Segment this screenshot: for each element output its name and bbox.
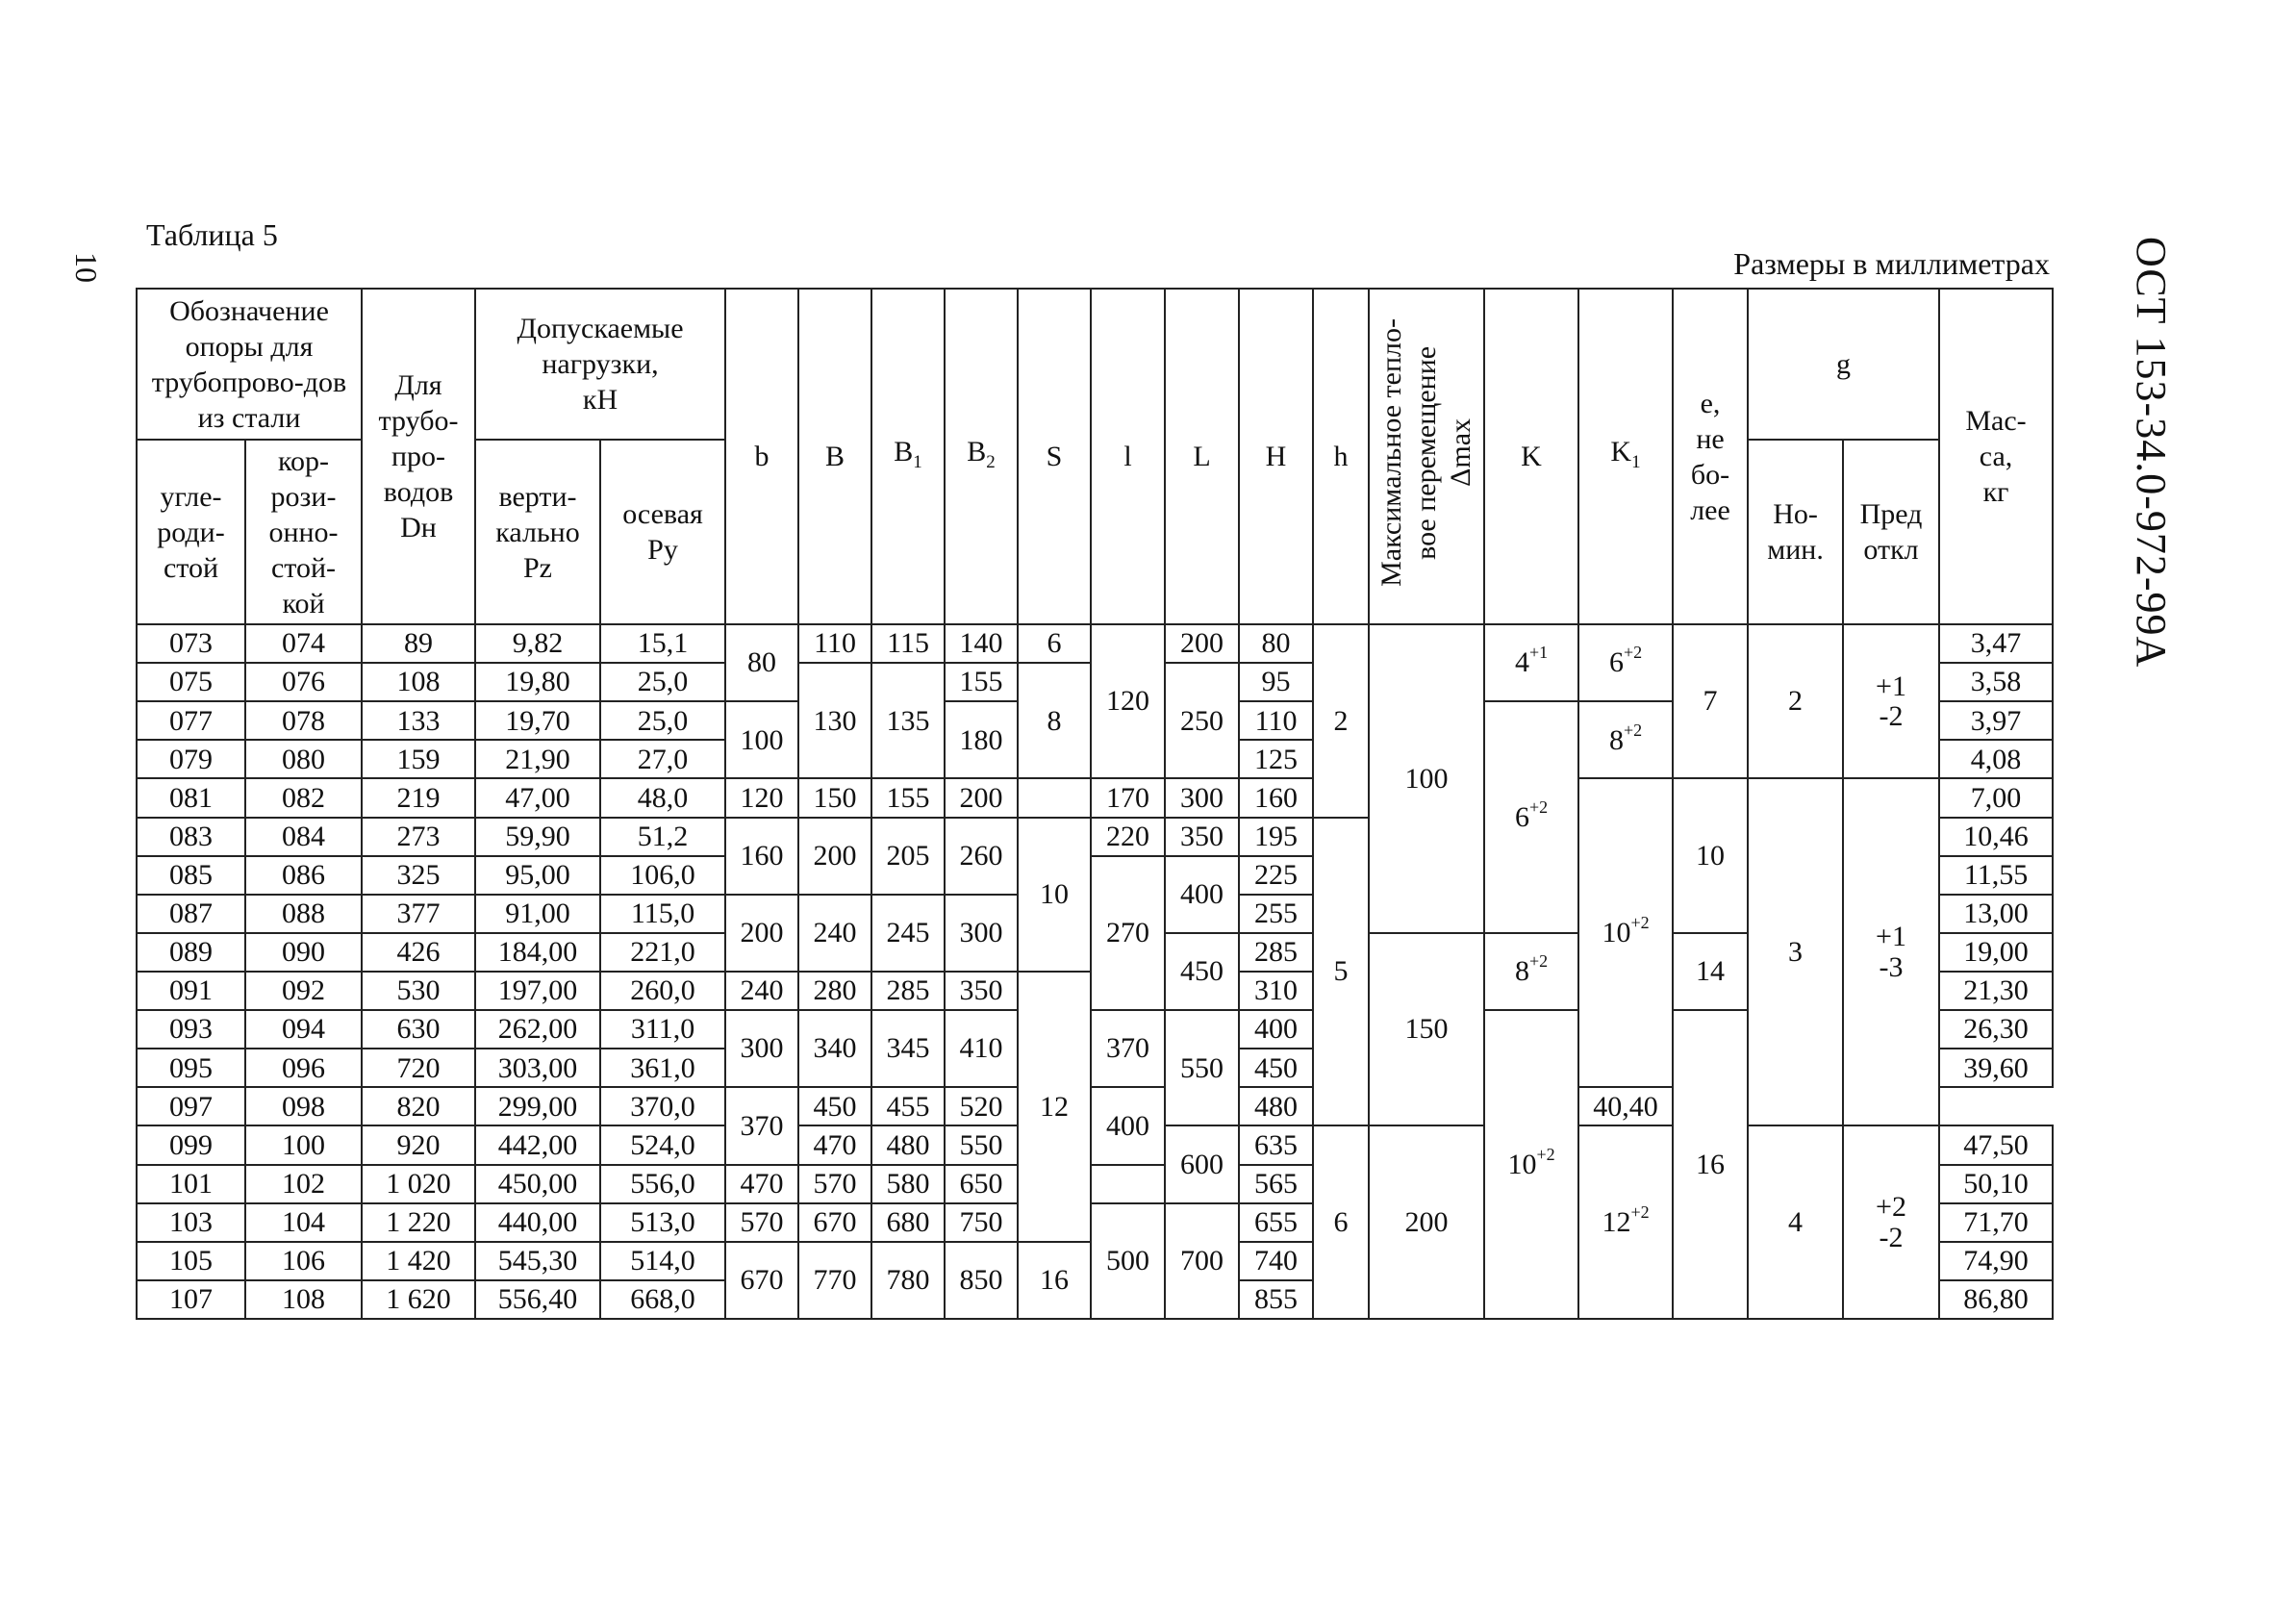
cell-B2: 750 [945, 1203, 1018, 1242]
cell-K: $6^{+2}$ [1484, 701, 1578, 933]
cell-K1: $6^{+2}$ [1578, 624, 1673, 701]
cell-mass: 50,10 [1939, 1165, 2053, 1203]
cell-py: 15,1 [600, 624, 725, 663]
cell-corrosion: 084 [245, 818, 362, 856]
document-code: ОСТ 153-34.0-972-99А [2128, 237, 2175, 669]
cell-e: 14 [1673, 933, 1748, 1010]
cell-carbon: 079 [137, 740, 245, 778]
cell-carbon: 093 [137, 1010, 245, 1049]
cell-B2: 850 [945, 1242, 1018, 1319]
cell-B2: 140 [945, 624, 1018, 663]
cell-H: 400 [1239, 1010, 1313, 1049]
cell-H: 80 [1239, 624, 1313, 663]
cell-b: 240 [725, 972, 798, 1010]
header-g-nominal: Но- мин. [1748, 440, 1843, 624]
cell-dn: 377 [362, 895, 475, 933]
cell-h: 2 [1313, 624, 1369, 818]
cell-g-nominal: 4 [1748, 1125, 1843, 1319]
cell-corrosion: 078 [245, 701, 362, 740]
cell-H: 125 [1239, 740, 1313, 778]
cell-pz: 47,00 [475, 778, 600, 817]
cell-l: 170 [1091, 778, 1165, 817]
header-carbon-steel: угле- роди- стой [137, 440, 245, 624]
cell-H: 450 [1239, 1049, 1313, 1087]
cell-H: 195 [1239, 818, 1313, 856]
cell-B1: 115 [871, 624, 945, 663]
cell-pz: 19,70 [475, 701, 600, 740]
cell-S: 8 [1018, 663, 1091, 778]
cell-b: 120 [725, 778, 798, 817]
cell-L: 400 [1165, 856, 1239, 933]
cell-dn: 426 [362, 933, 475, 972]
cell-L: 550 [1165, 1010, 1239, 1125]
header-S: S [1018, 289, 1091, 624]
units-note: Размеры в миллиметрах [1733, 246, 2050, 281]
cell-B2: 200 [945, 778, 1018, 817]
cell-pz: 303,00 [475, 1049, 600, 1087]
cell-py: 25,0 [600, 663, 725, 701]
cell-pz: 545,30 [475, 1242, 600, 1280]
header-H: H [1239, 289, 1313, 624]
cell-mass: 3,97 [1939, 701, 2053, 740]
cell-b: 370 [725, 1087, 798, 1164]
cell-dn: 273 [362, 818, 475, 856]
cell-L: 700 [1165, 1203, 1239, 1319]
header-b: b [725, 289, 798, 624]
cell-B1: 205 [871, 818, 945, 895]
cell-l: 220 [1091, 818, 1165, 856]
cell-B1: 285 [871, 972, 945, 1010]
cell-K: $10^{+2}$ [1484, 1010, 1578, 1319]
cell-corrosion: 076 [245, 663, 362, 701]
cell-L: 200 [1165, 624, 1239, 663]
header-L: L [1165, 289, 1239, 624]
cell-B: 150 [798, 778, 871, 817]
cell-K1: $8^{+2}$ [1578, 701, 1673, 778]
cell-B: 670 [798, 1203, 871, 1242]
header-l: l [1091, 289, 1165, 624]
cell-mass: 86,80 [1939, 1280, 2053, 1319]
cell-B1: 135 [871, 663, 945, 778]
cell-delta: 200 [1369, 1125, 1484, 1319]
cell-L: 300 [1165, 778, 1239, 817]
cell-e: 7 [1673, 624, 1748, 778]
cell-mass: 10,46 [1939, 818, 2053, 856]
cell-B: 200 [798, 818, 871, 895]
cell-carbon: 089 [137, 933, 245, 972]
cell-g-nominal: 3 [1748, 778, 1843, 1125]
header-vertical-load: верти- кально Pz [475, 440, 600, 624]
cell-b: 100 [725, 701, 798, 778]
cell-g-deviation: +1 -3 [1843, 778, 1939, 1125]
cell-pz: 91,00 [475, 895, 600, 933]
cell-B: 570 [798, 1165, 871, 1203]
cell-h: 5 [1313, 818, 1369, 1126]
cell-carbon: 073 [137, 624, 245, 663]
cell-S: 16 [1018, 1242, 1091, 1319]
cell-pz: 59,90 [475, 818, 600, 856]
cell-py: 524,0 [600, 1125, 725, 1164]
cell-b: 670 [725, 1242, 798, 1319]
cell-py: 513,0 [600, 1203, 725, 1242]
cell-mass: 71,70 [1939, 1203, 2053, 1242]
cell-carbon: 085 [137, 856, 245, 895]
cell-carbon: 077 [137, 701, 245, 740]
cell-B: 240 [798, 895, 871, 972]
cell-B2: 550 [945, 1125, 1018, 1164]
cell-corrosion: 082 [245, 778, 362, 817]
cell-corrosion: 094 [245, 1010, 362, 1049]
cell-B2: 350 [945, 972, 1018, 1010]
cell-pz: 95,00 [475, 856, 600, 895]
cell-mass: 47,50 [1939, 1125, 2053, 1164]
cell-mass: 3,47 [1939, 624, 2053, 663]
cell-B: 130 [798, 663, 871, 778]
cell-B2: 300 [945, 895, 1018, 972]
cell-B1: 455 [871, 1087, 945, 1125]
cell-corrosion: 106 [245, 1242, 362, 1280]
cell-S: 10 [1018, 818, 1091, 972]
cell-carbon: 107 [137, 1280, 245, 1319]
cell-b: 470 [725, 1165, 798, 1203]
cell-mass: 4,08 [1939, 740, 2053, 778]
cell-corrosion: 108 [245, 1280, 362, 1319]
cell-K: $8^{+2}$ [1484, 933, 1578, 1010]
cell-b: 80 [725, 624, 798, 701]
cell-carbon: 075 [137, 663, 245, 701]
cell-py: 370,0 [600, 1087, 725, 1125]
cell-carbon: 095 [137, 1049, 245, 1087]
cell-carbon: 099 [137, 1125, 245, 1164]
cell-B1: 245 [871, 895, 945, 972]
header-h: h [1313, 289, 1369, 624]
cell-mass: 7,00 [1939, 778, 2053, 817]
cell-corrosion: 080 [245, 740, 362, 778]
cell-py: 514,0 [600, 1242, 725, 1280]
cell-B: 340 [798, 1010, 871, 1087]
header-B: B [798, 289, 871, 624]
cell-B: 450 [798, 1087, 871, 1125]
cell-B2: 260 [945, 818, 1018, 895]
cell-b: 300 [725, 1010, 798, 1087]
cell-l: 400 [1091, 1087, 1165, 1164]
cell-dn: 1 220 [362, 1203, 475, 1242]
cell-l: 270 [1091, 856, 1165, 1010]
cell-carbon: 083 [137, 818, 245, 856]
cell-S [1018, 778, 1091, 817]
cell-pz: 184,00 [475, 933, 600, 972]
cell-l: 500 [1091, 1203, 1165, 1319]
cell-py: 27,0 [600, 740, 725, 778]
cell-K1: $12^{+2}$ [1578, 1125, 1673, 1319]
cell-dn: 1 420 [362, 1242, 475, 1280]
cell-py: 260,0 [600, 972, 725, 1010]
cell-corrosion: 100 [245, 1125, 362, 1164]
cell-L: 600 [1165, 1125, 1239, 1202]
cell-B1: 780 [871, 1242, 945, 1319]
cell-dn: 720 [362, 1049, 475, 1087]
cell-B2: 180 [945, 701, 1018, 778]
cell-K1: $10^{+2}$ [1578, 778, 1673, 1087]
cell-H: 225 [1239, 856, 1313, 895]
cell-dn: 920 [362, 1125, 475, 1164]
cell-mass: 21,30 [1939, 972, 2053, 1010]
cell-H: 635 [1239, 1125, 1313, 1164]
cell-py: 668,0 [600, 1280, 725, 1319]
cell-B: 110 [798, 624, 871, 663]
header-corrosion-resistant: кор- рози- онно- стой- кой [245, 440, 362, 624]
cell-dn: 1 620 [362, 1280, 475, 1319]
page-number: 10 [69, 252, 104, 283]
header-g: g [1748, 289, 1939, 440]
cell-B1: 345 [871, 1010, 945, 1087]
cell-L: 450 [1165, 933, 1239, 1010]
cell-mass: 26,30 [1939, 1010, 2053, 1049]
cell-dn: 89 [362, 624, 475, 663]
cell-pz: 556,40 [475, 1280, 600, 1319]
cell-mass: 74,90 [1939, 1242, 2053, 1280]
header-K1: $K_1$ [1578, 289, 1673, 624]
cell-corrosion: 102 [245, 1165, 362, 1203]
cell-H: 95 [1239, 663, 1313, 701]
cell-mass: 40,40 [1578, 1087, 1673, 1125]
cell-carbon: 103 [137, 1203, 245, 1242]
cell-B2: 520 [945, 1087, 1018, 1125]
dimensions-table [136, 288, 2054, 1320]
cell-S: 12 [1018, 972, 1091, 1242]
cell-B1: 155 [871, 778, 945, 817]
cell-py: 361,0 [600, 1049, 725, 1087]
cell-B1: 680 [871, 1203, 945, 1242]
cell-B: 770 [798, 1242, 871, 1319]
cell-l: 370 [1091, 1010, 1165, 1087]
cell-B2: 650 [945, 1165, 1018, 1203]
header-B1: $B_1$ [871, 289, 945, 624]
cell-H: 255 [1239, 895, 1313, 933]
cell-dn: 325 [362, 856, 475, 895]
cell-py: 221,0 [600, 933, 725, 972]
cell-B: 280 [798, 972, 871, 1010]
cell-py: 25,0 [600, 701, 725, 740]
cell-pz: 442,00 [475, 1125, 600, 1164]
cell-corrosion: 086 [245, 856, 362, 895]
cell-dn: 1 020 [362, 1165, 475, 1203]
cell-H: 565 [1239, 1165, 1313, 1203]
cell-mass: 13,00 [1939, 895, 2053, 933]
cell-B1: 480 [871, 1125, 945, 1164]
cell-H: 855 [1239, 1280, 1313, 1319]
cell-pz: 9,82 [475, 624, 600, 663]
cell-carbon: 091 [137, 972, 245, 1010]
cell-carbon: 081 [137, 778, 245, 817]
cell-mass: 11,55 [1939, 856, 2053, 895]
cell-py: 556,0 [600, 1165, 725, 1203]
cell-dn: 630 [362, 1010, 475, 1049]
header-axial-load: осевая Py [600, 440, 725, 624]
header-g-deviation: Пред откл [1843, 440, 1939, 624]
cell-b: 160 [725, 818, 798, 895]
header-B2: $B_2$ [945, 289, 1018, 624]
cell-e: 16 [1673, 1010, 1748, 1319]
cell-mass: 19,00 [1939, 933, 2053, 972]
cell-carbon: 087 [137, 895, 245, 933]
header-mass: Мас- са, кг [1939, 289, 2053, 624]
cell-g-nominal: 2 [1748, 624, 1843, 778]
cell-B: 470 [798, 1125, 871, 1164]
cell-carbon: 097 [137, 1087, 245, 1125]
cell-mass: 3,58 [1939, 663, 2053, 701]
cell-pz: 19,80 [475, 663, 600, 701]
cell-K: $4^{+1}$ [1484, 624, 1578, 701]
header-pipe-diameter: Для трубо- про- водов Dн [362, 289, 475, 624]
cell-B1: 580 [871, 1165, 945, 1203]
cell-delta: 150 [1369, 933, 1484, 1126]
header-e: e, не бо- лее [1673, 289, 1748, 624]
cell-B2: 155 [945, 663, 1018, 701]
cell-l: 120 [1091, 624, 1165, 778]
cell-h: 6 [1313, 1125, 1369, 1319]
cell-corrosion: 096 [245, 1049, 362, 1087]
cell-dn: 108 [362, 663, 475, 701]
cell-g-deviation: +2 -2 [1843, 1125, 1939, 1319]
cell-pz: 262,00 [475, 1010, 600, 1049]
cell-H: 110 [1239, 701, 1313, 740]
cell-l [1091, 1165, 1165, 1203]
header-allowable-loads: Допускаемые нагрузки, кН [475, 289, 725, 440]
cell-corrosion: 098 [245, 1087, 362, 1125]
cell-py: 48,0 [600, 778, 725, 817]
cell-corrosion: 074 [245, 624, 362, 663]
cell-mass: 39,60 [1939, 1049, 2053, 1087]
cell-L: 250 [1165, 663, 1239, 778]
cell-b: 200 [725, 895, 798, 972]
cell-g-deviation: +1 -2 [1843, 624, 1939, 778]
cell-corrosion: 092 [245, 972, 362, 1010]
cell-H: 310 [1239, 972, 1313, 1010]
cell-py: 311,0 [600, 1010, 725, 1049]
header-designation: Обозначение опоры для трубопрово-дов из стали [137, 289, 362, 440]
cell-dn: 219 [362, 778, 475, 817]
cell-pz: 299,00 [475, 1087, 600, 1125]
cell-dn: 530 [362, 972, 475, 1010]
cell-H: 160 [1239, 778, 1313, 817]
cell-py: 51,2 [600, 818, 725, 856]
cell-dn: 133 [362, 701, 475, 740]
cell-py: 115,0 [600, 895, 725, 933]
table-caption: Таблица 5 [146, 217, 278, 252]
cell-S: 6 [1018, 624, 1091, 663]
cell-e: 10 [1673, 778, 1748, 932]
cell-dn: 820 [362, 1087, 475, 1125]
cell-L: 350 [1165, 818, 1239, 856]
cell-H: 285 [1239, 933, 1313, 972]
cell-corrosion: 088 [245, 895, 362, 933]
cell-H: 740 [1239, 1242, 1313, 1280]
cell-delta: 100 [1369, 624, 1484, 933]
cell-pz: 21,90 [475, 740, 600, 778]
header-K: K [1484, 289, 1578, 624]
header-max-displacement: Максимальное тепло- вое перемещение Δmax [1369, 289, 1484, 624]
cell-B2: 410 [945, 1010, 1018, 1087]
cell-corrosion: 104 [245, 1203, 362, 1242]
cell-pz: 450,00 [475, 1165, 600, 1203]
cell-py: 106,0 [600, 856, 725, 895]
cell-carbon: 105 [137, 1242, 245, 1280]
cell-pz: 197,00 [475, 972, 600, 1010]
cell-dn: 159 [362, 740, 475, 778]
cell-carbon: 101 [137, 1165, 245, 1203]
cell-corrosion: 090 [245, 933, 362, 972]
cell-pz: 440,00 [475, 1203, 600, 1242]
cell-b: 570 [725, 1203, 798, 1242]
cell-H: 480 [1239, 1087, 1313, 1125]
cell-H: 655 [1239, 1203, 1313, 1242]
